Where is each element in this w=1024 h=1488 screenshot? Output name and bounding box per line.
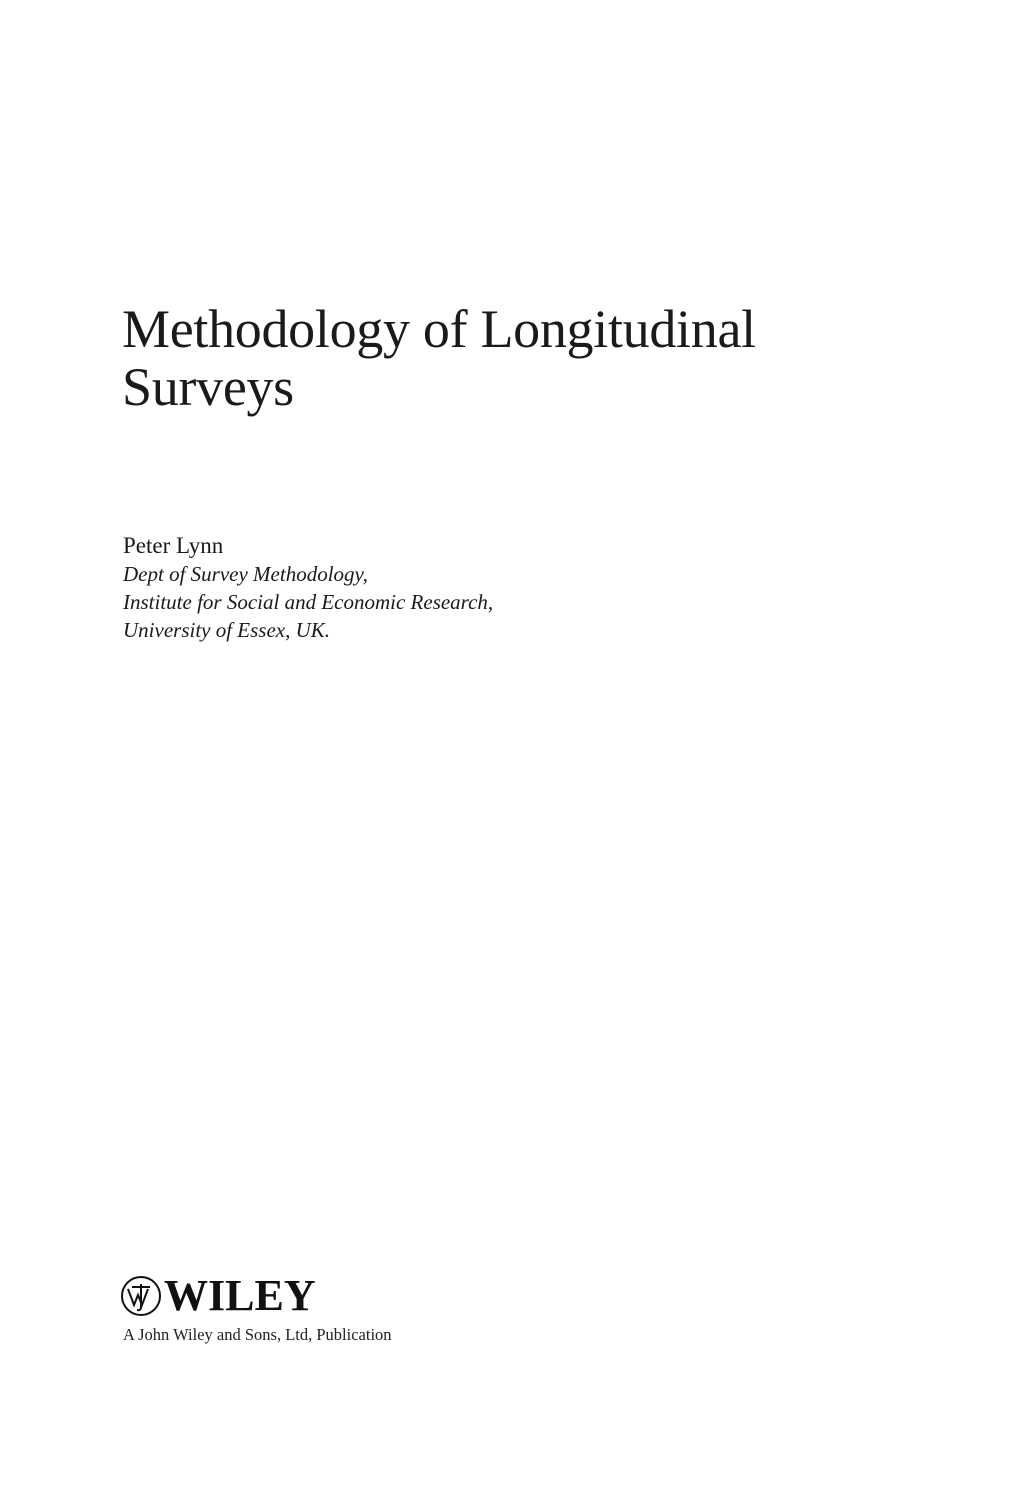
book-title-line-1: Methodology of Longitudinal <box>122 299 756 359</box>
author-affiliation-2: Institute for Social and Economic Research, <box>123 590 494 614</box>
author-affiliation-1: Dept of Survey Methodology, <box>123 562 368 586</box>
publisher-imprint: A John Wiley and Sons, Ltd, Publication <box>123 1325 392 1344</box>
wiley-jw-seal-icon <box>120 1275 162 1317</box>
book-title-line-2: Surveys <box>122 357 294 417</box>
author-name: Peter Lynn <box>123 533 224 558</box>
author-affiliation-3: University of Essex, UK. <box>123 618 331 642</box>
publisher-logo <box>120 1271 316 1320</box>
book-title <box>122 300 756 416</box>
author-block <box>123 532 493 644</box>
wiley-wordmark: WILEY <box>164 1271 316 1320</box>
